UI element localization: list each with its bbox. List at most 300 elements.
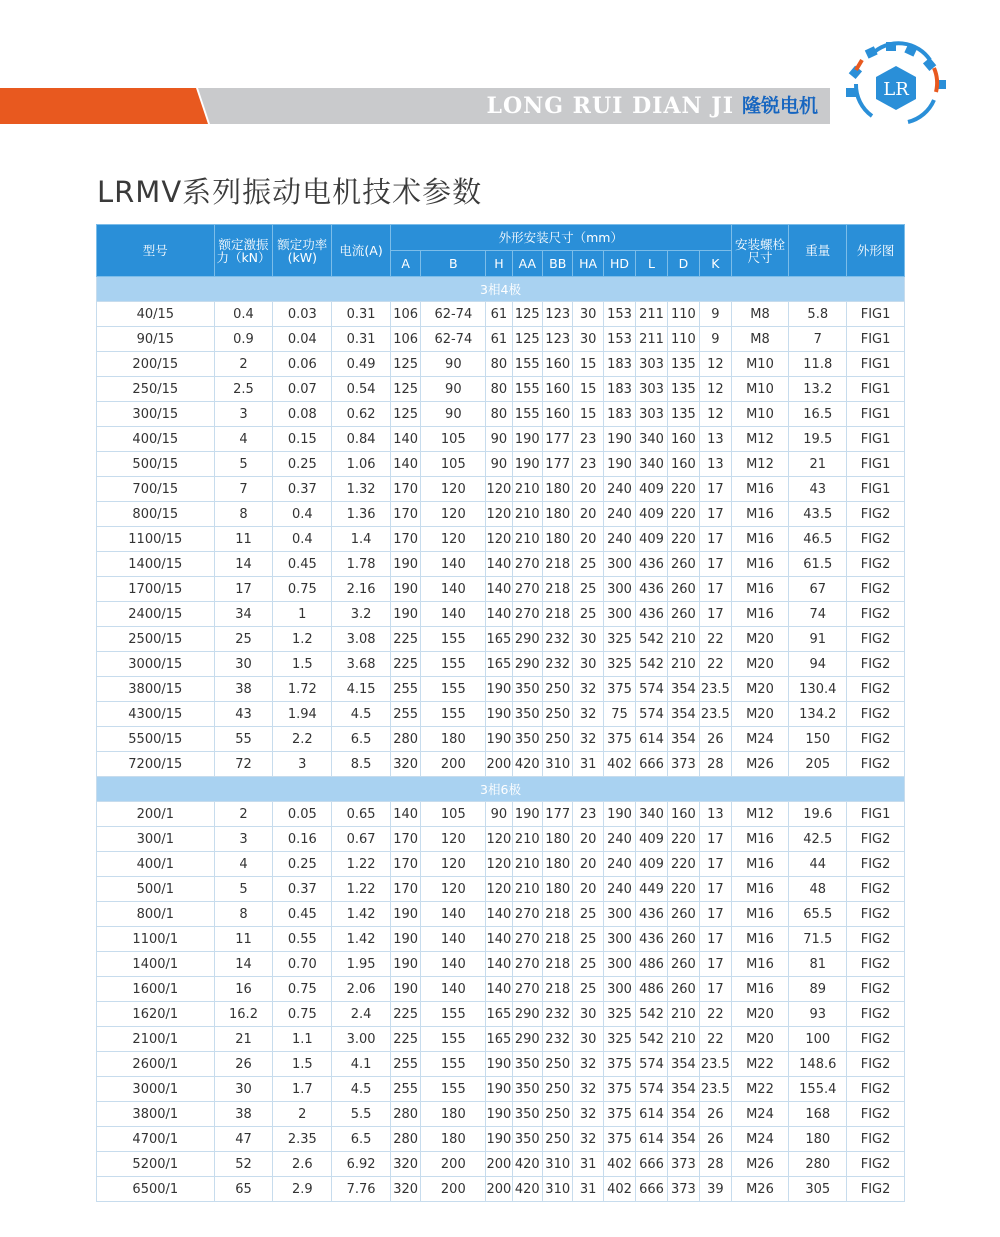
table-cell: 260 (667, 952, 699, 977)
table-cell: FIG2 (847, 927, 905, 952)
table-cell: 28 (700, 752, 731, 777)
table-cell: 1.36 (332, 502, 391, 527)
table-cell: 7 (789, 327, 847, 352)
table-cell: 190 (486, 1052, 512, 1077)
table-cell: 240 (603, 877, 635, 902)
table-cell: 125 (512, 327, 542, 352)
table-cell: 120 (486, 527, 512, 552)
table-cell: 130.4 (789, 677, 847, 702)
table-cell: 210 (512, 477, 542, 502)
table-cell: M20 (731, 702, 789, 727)
table-cell: 19.5 (789, 427, 847, 452)
table-cell: 48 (789, 877, 847, 902)
table-cell: 1.4 (332, 527, 391, 552)
table-cell: 0.03 (273, 302, 332, 327)
table-cell: 666 (636, 752, 667, 777)
table-row (97, 527, 905, 552)
table-cell: 350 (512, 1052, 542, 1077)
table-cell: 160 (667, 427, 699, 452)
table-cell: 90 (421, 402, 486, 427)
table-cell: FIG2 (847, 552, 905, 577)
table-cell: 1.5 (273, 1052, 332, 1077)
table-cell: 666 (636, 1152, 667, 1177)
table-cell: 55 (214, 727, 273, 752)
table-cell: 32 (573, 677, 603, 702)
table-cell: 190 (603, 427, 635, 452)
table-cell: 220 (667, 852, 699, 877)
table-cell: 123 (543, 327, 573, 352)
table-cell: 43 (214, 702, 273, 727)
dim-col-header: B (421, 251, 486, 277)
table-cell: M8 (731, 327, 789, 352)
table-cell: 22 (700, 1027, 731, 1052)
table-cell: 409 (636, 852, 667, 877)
table-row (97, 502, 905, 527)
table-cell: FIG2 (847, 1152, 905, 1177)
table-cell: 177 (543, 427, 573, 452)
table-cell: 270 (512, 552, 542, 577)
table-cell: 148.6 (789, 1052, 847, 1077)
table-cell: 354 (667, 1077, 699, 1102)
table-cell: 250 (543, 677, 573, 702)
table-cell: M10 (731, 352, 789, 377)
table-cell: FIG2 (847, 602, 905, 627)
dim-col-header: A (390, 251, 420, 277)
table-cell: 155.4 (789, 1077, 847, 1102)
table-cell: 1.94 (273, 702, 332, 727)
table-cell: 14 (214, 952, 273, 977)
table-cell: FIG2 (847, 527, 905, 552)
table-cell: 190 (390, 902, 420, 927)
table-cell: 140 (390, 452, 420, 477)
table-cell: 44 (789, 852, 847, 877)
table-cell: 2400/15 (97, 602, 215, 627)
table-cell: 23.5 (700, 1052, 731, 1077)
table-cell: 38 (214, 677, 273, 702)
table-cell: 5 (214, 877, 273, 902)
table-cell: 300 (603, 977, 635, 1002)
table-cell: 420 (512, 752, 542, 777)
table-cell: 9 (700, 302, 731, 327)
table-row (97, 977, 905, 1002)
table-cell: 190 (486, 1127, 512, 1152)
table-cell: 190 (390, 927, 420, 952)
table-cell: 2.2 (273, 727, 332, 752)
table-cell: 25 (214, 627, 273, 652)
table-cell: 290 (512, 652, 542, 677)
table-cell: 105 (421, 802, 486, 827)
table-cell: 211 (636, 302, 667, 327)
table-cell: 300 (603, 952, 635, 977)
table-cell: 11.8 (789, 352, 847, 377)
table-cell: 5.5 (332, 1102, 391, 1127)
table-cell: 13.2 (789, 377, 847, 402)
table-cell: 375 (603, 1077, 635, 1102)
table-cell: 13 (700, 427, 731, 452)
table-row (97, 1002, 905, 1027)
table-cell: 280 (390, 1102, 420, 1127)
table-cell: 61 (486, 327, 512, 352)
table-cell: 1.95 (332, 952, 391, 977)
table-cell: 1600/1 (97, 977, 215, 1002)
table-cell: 190 (512, 452, 542, 477)
table-cell: 155 (421, 1002, 486, 1027)
table-cell: FIG2 (847, 677, 905, 702)
table-cell: 17 (700, 902, 731, 927)
table-row (97, 752, 905, 777)
table-cell: 22 (700, 627, 731, 652)
table-cell: 373 (667, 1177, 699, 1202)
table-cell: 210 (667, 652, 699, 677)
table-cell: 1620/1 (97, 1002, 215, 1027)
table-cell: 1.06 (332, 452, 391, 477)
table-cell: 350 (512, 1102, 542, 1127)
table-cell: 200 (486, 1177, 512, 1202)
table-cell: 375 (603, 727, 635, 752)
table-cell: 210 (512, 877, 542, 902)
table-cell: 62-74 (421, 327, 486, 352)
spec-table-body (97, 277, 905, 1202)
table-cell: 700/15 (97, 477, 215, 502)
table-cell: 153 (603, 327, 635, 352)
table-cell: M20 (731, 627, 789, 652)
table-cell: FIG1 (847, 477, 905, 502)
table-cell: 260 (667, 602, 699, 627)
table-cell: 2.16 (332, 577, 391, 602)
table-cell: 105 (421, 427, 486, 452)
table-cell: 190 (390, 952, 420, 977)
table-cell: 17 (700, 502, 731, 527)
table-cell: 170 (390, 502, 420, 527)
table-cell: 190 (390, 977, 420, 1002)
table-cell: 300 (603, 577, 635, 602)
table-cell: 542 (636, 627, 667, 652)
table-cell: 125 (390, 377, 420, 402)
table-cell: 120 (486, 502, 512, 527)
table-cell: 0.07 (273, 377, 332, 402)
table-cell: M16 (731, 927, 789, 952)
table-cell: M8 (731, 302, 789, 327)
table-cell: 1.2 (273, 627, 332, 652)
table-cell: 1.22 (332, 877, 391, 902)
table-row (97, 827, 905, 852)
table-cell: 4 (214, 427, 273, 452)
table-cell: FIG2 (847, 752, 905, 777)
brand-chinese: 隆锐电机 (741, 95, 818, 117)
table-cell: 225 (390, 1002, 420, 1027)
table-cell: 1100/1 (97, 927, 215, 952)
table-cell: 0.31 (332, 302, 391, 327)
table-cell: FIG2 (847, 1027, 905, 1052)
table-cell: FIG2 (847, 577, 905, 602)
table-cell: FIG1 (847, 427, 905, 452)
table-cell: 218 (543, 952, 573, 977)
table-cell: 170 (390, 477, 420, 502)
table-cell: FIG2 (847, 1002, 905, 1027)
table-cell: 210 (667, 1002, 699, 1027)
table-cell: 574 (636, 1052, 667, 1077)
table-cell: 7.76 (332, 1177, 391, 1202)
table-cell: 0.25 (273, 452, 332, 477)
table-cell: 614 (636, 1102, 667, 1127)
table-row (97, 802, 905, 827)
dim-col-header: HA (573, 251, 603, 277)
table-cell: 180 (421, 1102, 486, 1127)
table-cell: 3.2 (332, 602, 391, 627)
table-cell: FIG2 (847, 727, 905, 752)
table-cell: 30 (573, 627, 603, 652)
table-cell: 177 (543, 452, 573, 477)
table-cell: 180 (789, 1127, 847, 1152)
table-cell: 240 (603, 502, 635, 527)
table-cell: 43 (789, 477, 847, 502)
table-cell: 574 (636, 702, 667, 727)
table-cell: 6.92 (332, 1152, 391, 1177)
table-cell: 303 (636, 377, 667, 402)
table-cell: 250 (543, 702, 573, 727)
table-cell: FIG2 (847, 852, 905, 877)
table-cell: 80 (486, 377, 512, 402)
table-cell: 4700/1 (97, 1127, 215, 1152)
dim-col-header: D (667, 251, 699, 277)
table-cell: 140 (421, 602, 486, 627)
table-cell: 23.5 (700, 677, 731, 702)
table-cell: 17 (700, 477, 731, 502)
table-cell: 5500/15 (97, 727, 215, 752)
table-cell: 90 (421, 377, 486, 402)
table-cell: 354 (667, 677, 699, 702)
table-cell: FIG2 (847, 502, 905, 527)
table-cell: 106 (390, 327, 420, 352)
table-cell: FIG1 (847, 352, 905, 377)
table-cell: 168 (789, 1102, 847, 1127)
table-cell: 71.5 (789, 927, 847, 952)
table-row (97, 952, 905, 977)
table-cell: 200/1 (97, 802, 215, 827)
table-cell: FIG2 (847, 827, 905, 852)
table-cell: 155 (421, 677, 486, 702)
table-cell: 7 (214, 477, 273, 502)
table-cell: 542 (636, 1002, 667, 1027)
table-cell: 140 (390, 427, 420, 452)
section-row (97, 277, 905, 302)
dim-col-header: HD (603, 251, 635, 277)
table-cell: 13 (700, 452, 731, 477)
table-cell: FIG2 (847, 1177, 905, 1202)
table-cell: 200 (486, 1152, 512, 1177)
table-cell: 16.2 (214, 1002, 273, 1027)
table-cell: M10 (731, 402, 789, 427)
table-cell: M26 (731, 1152, 789, 1177)
table-cell: 0.05 (273, 802, 332, 827)
table-cell: 0.84 (332, 427, 391, 452)
table-cell: 350 (512, 1077, 542, 1102)
table-cell: 180 (543, 877, 573, 902)
table-cell: 160 (543, 352, 573, 377)
table-cell: 0.70 (273, 952, 332, 977)
table-cell: 120 (421, 827, 486, 852)
table-cell: 2 (214, 802, 273, 827)
col-model-header: 型号 (97, 225, 215, 277)
table-cell: 354 (667, 727, 699, 752)
table-cell: 280 (789, 1152, 847, 1177)
table-cell: 6500/1 (97, 1177, 215, 1202)
table-cell: 210 (512, 827, 542, 852)
table-cell: 26 (700, 1102, 731, 1127)
table-cell: 106 (390, 302, 420, 327)
table-cell: 2.9 (273, 1177, 332, 1202)
table-cell: 1.42 (332, 902, 391, 927)
table-cell: FIG2 (847, 1127, 905, 1152)
table-cell: 325 (603, 652, 635, 677)
table-cell: 20 (573, 502, 603, 527)
table-row (97, 877, 905, 902)
table-cell: 200 (486, 752, 512, 777)
table-cell: 23 (573, 427, 603, 452)
table-cell: 449 (636, 877, 667, 902)
table-cell: 1400/15 (97, 552, 215, 577)
table-cell: 0.4 (214, 302, 273, 327)
table-cell: 375 (603, 677, 635, 702)
table-row (97, 602, 905, 627)
table-cell: 17 (700, 827, 731, 852)
table-cell: 90 (486, 802, 512, 827)
table-cell: 2.6 (273, 1152, 332, 1177)
table-cell: 26 (700, 1127, 731, 1152)
table-cell: 350 (512, 1127, 542, 1152)
table-cell: 135 (667, 377, 699, 402)
table-cell: 5200/1 (97, 1152, 215, 1177)
table-cell: 800/1 (97, 902, 215, 927)
table-cell: 270 (512, 977, 542, 1002)
table-cell: 218 (543, 977, 573, 1002)
table-cell: 190 (486, 677, 512, 702)
table-cell: 17 (700, 577, 731, 602)
table-cell: 19.6 (789, 802, 847, 827)
table-cell: 120 (486, 852, 512, 877)
table-cell: M26 (731, 1177, 789, 1202)
table-cell: 160 (543, 377, 573, 402)
table-cell: 61 (486, 302, 512, 327)
table-cell: 436 (636, 552, 667, 577)
table-cell: 2100/1 (97, 1027, 215, 1052)
table-cell: M24 (731, 1127, 789, 1152)
table-cell: 25 (573, 577, 603, 602)
table-cell: 32 (573, 702, 603, 727)
table-cell: 23.5 (700, 702, 731, 727)
table-row (97, 427, 905, 452)
table-cell: 350 (512, 702, 542, 727)
table-cell: 4 (214, 852, 273, 877)
table-cell: 210 (667, 1027, 699, 1052)
table-cell: 22 (700, 1002, 731, 1027)
table-cell: 165 (486, 627, 512, 652)
table-cell: 34 (214, 602, 273, 627)
table-cell: 0.65 (332, 802, 391, 827)
table-cell: 140 (421, 552, 486, 577)
table-cell: FIG1 (847, 402, 905, 427)
table-cell: 3000/1 (97, 1077, 215, 1102)
table-cell: 0.54 (332, 377, 391, 402)
table-row (97, 1127, 905, 1152)
table-cell: 0.67 (332, 827, 391, 852)
table-cell: 62-74 (421, 302, 486, 327)
table-cell: 32 (573, 1102, 603, 1127)
table-cell: 0.16 (273, 827, 332, 852)
table-cell: 340 (636, 427, 667, 452)
table-cell: 3.08 (332, 627, 391, 652)
table-cell: 260 (667, 977, 699, 1002)
table-cell: 165 (486, 652, 512, 677)
table-cell: 2.4 (332, 1002, 391, 1027)
table-cell: 420 (512, 1152, 542, 1177)
table-cell: M20 (731, 1002, 789, 1027)
table-cell: 3000/15 (97, 652, 215, 677)
table-cell: 0.25 (273, 852, 332, 877)
table-cell: 21 (789, 452, 847, 477)
dim-col-header: AA (512, 251, 542, 277)
table-cell: 3.68 (332, 652, 391, 677)
table-row (97, 677, 905, 702)
table-cell: 211 (636, 327, 667, 352)
table-cell: 110 (667, 302, 699, 327)
table-row (97, 1027, 905, 1052)
table-cell: 218 (543, 577, 573, 602)
table-cell: 52 (214, 1152, 273, 1177)
table-cell: 180 (543, 527, 573, 552)
table-cell: 300/1 (97, 827, 215, 852)
table-cell: M16 (731, 902, 789, 927)
table-cell: 240 (603, 477, 635, 502)
table-cell: 255 (390, 1077, 420, 1102)
table-cell: 11 (214, 927, 273, 952)
table-cell: FIG2 (847, 1052, 905, 1077)
table-cell: 17 (700, 602, 731, 627)
table-cell: 25 (573, 552, 603, 577)
table-cell: 200 (421, 1177, 486, 1202)
section-title: 3相6极 (97, 777, 905, 802)
table-cell: 486 (636, 952, 667, 977)
table-cell: 320 (390, 752, 420, 777)
table-cell: 210 (512, 527, 542, 552)
table-cell: 1.78 (332, 552, 391, 577)
table-cell: 3 (214, 827, 273, 852)
table-cell: 155 (512, 377, 542, 402)
table-cell: 300 (603, 902, 635, 927)
table-cell: 320 (390, 1152, 420, 1177)
table-cell: 354 (667, 1102, 699, 1127)
table-cell: 15 (573, 352, 603, 377)
table-cell: 190 (486, 727, 512, 752)
table-cell: M16 (731, 952, 789, 977)
table-cell: M16 (731, 877, 789, 902)
table-cell: 81 (789, 952, 847, 977)
table-row (97, 1102, 905, 1127)
table-cell: 26 (700, 727, 731, 752)
table-cell: M16 (731, 502, 789, 527)
table-cell: 165 (486, 1027, 512, 1052)
table-cell: 250 (543, 1102, 573, 1127)
table-cell: FIG1 (847, 302, 905, 327)
table-cell: 140 (421, 977, 486, 1002)
table-cell: 125 (390, 352, 420, 377)
table-cell: 310 (543, 1177, 573, 1202)
table-row (97, 1077, 905, 1102)
table-cell: 240 (603, 527, 635, 552)
table-cell: 260 (667, 552, 699, 577)
table-cell: 100 (789, 1027, 847, 1052)
table-cell: 574 (636, 1077, 667, 1102)
